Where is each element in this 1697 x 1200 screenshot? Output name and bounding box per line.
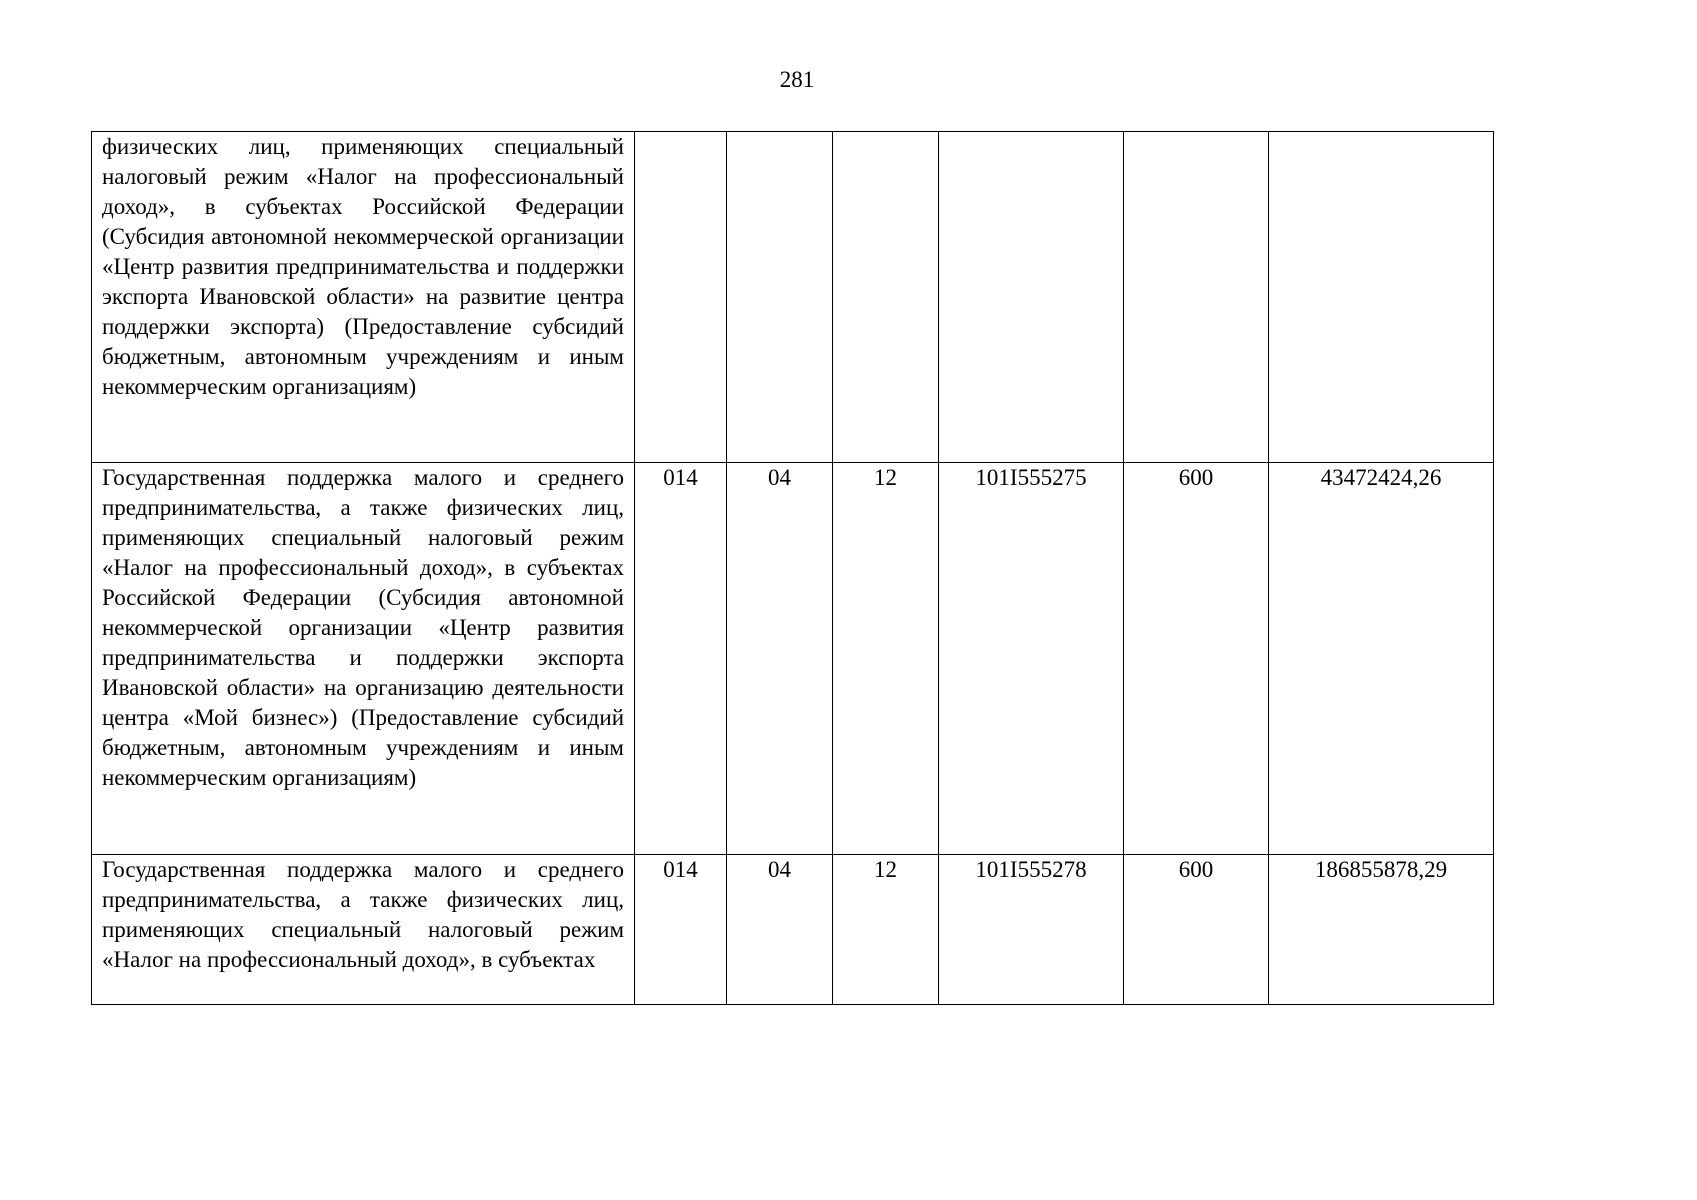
ministry-code-cell: 014 <box>635 855 727 1005</box>
expense-type-cell: 600 <box>1124 855 1269 1005</box>
subsection-code-cell: 12 <box>833 463 939 855</box>
budget-table <box>91 131 1494 1005</box>
ministry-code-cell: 014 <box>635 463 727 855</box>
row-description: Государственная поддержка малого и среднего предпринимательства, а также физических лиц, применяющих специальный налоговый режим «Налог на профессиональный доход», в субъектах <box>92 855 635 1005</box>
page-number: 281 <box>779 67 815 92</box>
table-row <box>92 855 1494 1005</box>
amount-cell: 43472424,26 <box>1269 463 1494 855</box>
amount-cell: 186855878,29 <box>1269 855 1494 1005</box>
target-article-cell: 101I555278 <box>939 855 1124 1005</box>
subsection-code-cell <box>833 132 939 463</box>
section-code-cell: 04 <box>727 855 833 1005</box>
expense-type-cell <box>1124 132 1269 463</box>
subsection-code-cell: 12 <box>833 855 939 1005</box>
target-article-cell <box>939 132 1124 463</box>
amount-cell <box>1269 132 1494 463</box>
row-description: Государственная поддержка малого и среднего предпринимательства, а также физических лиц, применяющих специальный налоговый режим «Налог на профессиональный доход», в субъектах Российской Федерации (Субсидия автономной некоммерческой организации «Центр развития предпринимательства и поддержки экспорта Ивановской области» на организацию деятельности центра «Мой бизнес») (Предоставление субсидий бюджетным, автономным учреждениям и иным некоммерческим организациям) <box>92 463 635 855</box>
table-row <box>92 132 1494 463</box>
section-code-cell <box>727 132 833 463</box>
section-code-cell: 04 <box>727 463 833 855</box>
ministry-code-cell <box>635 132 727 463</box>
row-description: физических лиц, применяющих специальный налоговый режим «Налог на профессиональный доход», в субъектах Российской Федерации (Субсидия автономной некоммерческой организации «Центр развития предпринимательства и поддержки экспорта Ивановской области» на развитие центра поддержки экспорта) (Предоставление субсидий бюджетным, автономным учреждениям и иным некоммерческим организациям) <box>92 132 635 463</box>
expense-type-cell: 600 <box>1124 463 1269 855</box>
target-article-cell: 101I555275 <box>939 463 1124 855</box>
table-row <box>92 463 1494 855</box>
